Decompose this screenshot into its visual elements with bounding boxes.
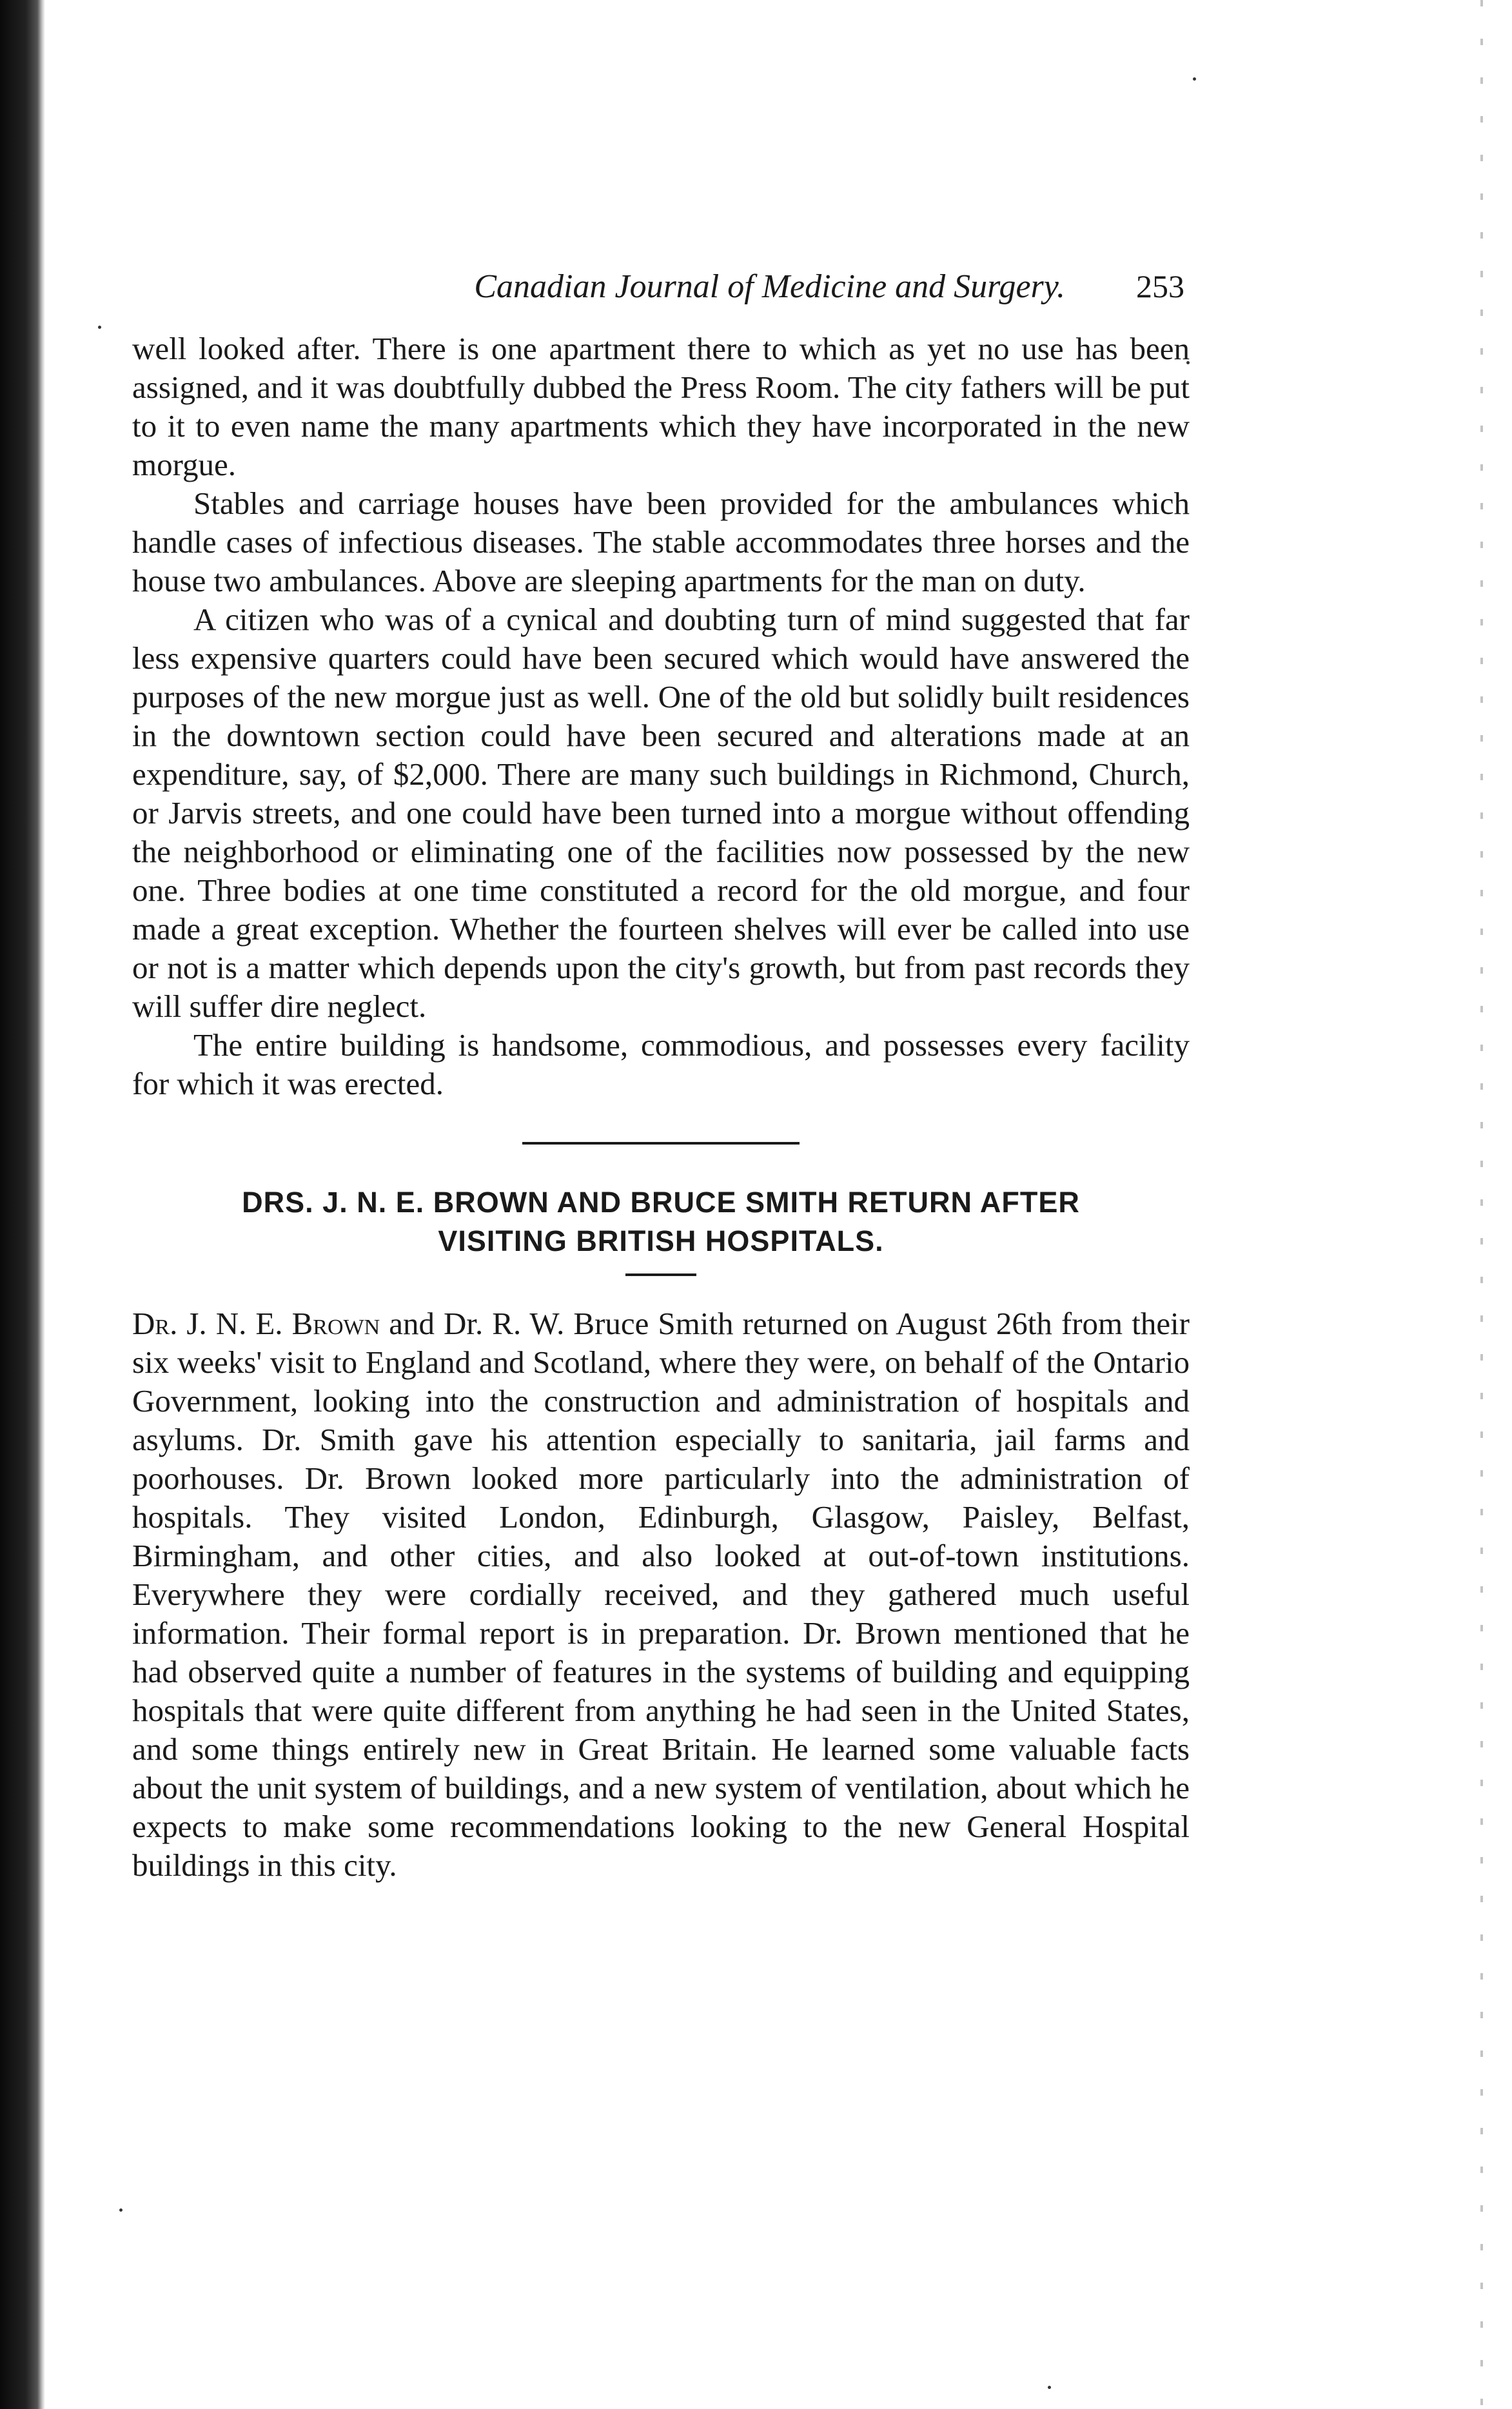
page-number: 253 [1136,268,1184,304]
print-speck [98,326,101,329]
article-heading [132,1183,1190,1261]
print-speck [1193,77,1196,81]
paragraph: Stables and carriage houses have been provided for the ambulances which handle cases of infectious diseases. The stable accommodates three horses and the house two ambulances. Above are sleeping apartments for the man on duty. [132,486,1190,598]
running-head [132,268,1190,329]
article-heading-line: VISITING BRITISH HOSPITALS. [438,1224,884,1257]
paragraph: A citizen who was of a cynical and doubting turn of mind suggested that far less expensive quarters could have been secured which would have answered the purposes of the new morgue just as well. One of the old but solidly built residences in the downtown section could have been secured and alterations made at an expenditure, say, of $2,000. There are many such buildings in Richmond, Church, or Jarvis streets, and one could have been turned into a morgue without offending the neighborhood or eliminating one of the facilities now possessed by the new one. Three bodies at one time constituted a record for the old morgue, and four made a great exception. Whether the fourteen shelves will ever be called into use or not is a matter which depends upon the city's growth, but from past records they will suffer dire neglect. [132,602,1190,1024]
section-divider [522,1142,800,1145]
heading-rule [625,1273,696,1276]
continued-article [132,329,1190,1103]
paragraph [132,1304,1190,1885]
paragraph-text: and Dr. R. W. Bruce Smith returned on August 26th from their six weeks' visit to England and Scotland, where they were, on behalf of the Ontario Government, looking into the construction and administration of hospitals and asylums. Dr. Smith gave his attention especially to sanitaria, jail farms and poorhouses. Dr. Brown looked more particularly into the administration of hospitals. They visited London, Edinburgh, Glasgow, Paisley, Belfast, Birmingham, and other cities, and also looked at out-of-town institutions. Everywhere they were cordially received, and they gathered much useful information. Their formal report is in preparation. Dr. Brown mentioned that he had observed quite a number of features in the systems of building and equipping hospitals that were quite different from anything he had seen in the United States, and some things entirely new in Great Britain. He learned some valuable facts about the unit system of buildings, and a new system of ventilation, about which he expects to make some recommendations looking to the new General Hospital buildings in this city. [132,1306,1190,1883]
page-right-edge [1480,0,1483,2409]
article-heading-line: DRS. J. N. E. BROWN AND BRUCE SMITH RETURN AFTER [242,1186,1080,1219]
journal-title: Canadian Journal of Medicine and Surgery. [474,268,1065,305]
print-speck [119,2208,123,2212]
page-binding-edge [0,0,45,2409]
paragraph: The entire building is handsome, commodious, and possesses every facility for which it was erected. [132,1027,1190,1101]
lead-in-name: Dr. J. N. E. Brown [132,1306,380,1341]
journal-page [132,268,1190,1885]
paragraph: well looked after. There is one apartment there to which as yet no use has been assigned, and it was doubtfully dubbed the Press Room. The city fathers will be put to it to even name the many apartments which they have incorporated in the new morgue. [132,331,1190,482]
print-speck [1048,2386,1051,2389]
new-article-body [132,1304,1190,1885]
